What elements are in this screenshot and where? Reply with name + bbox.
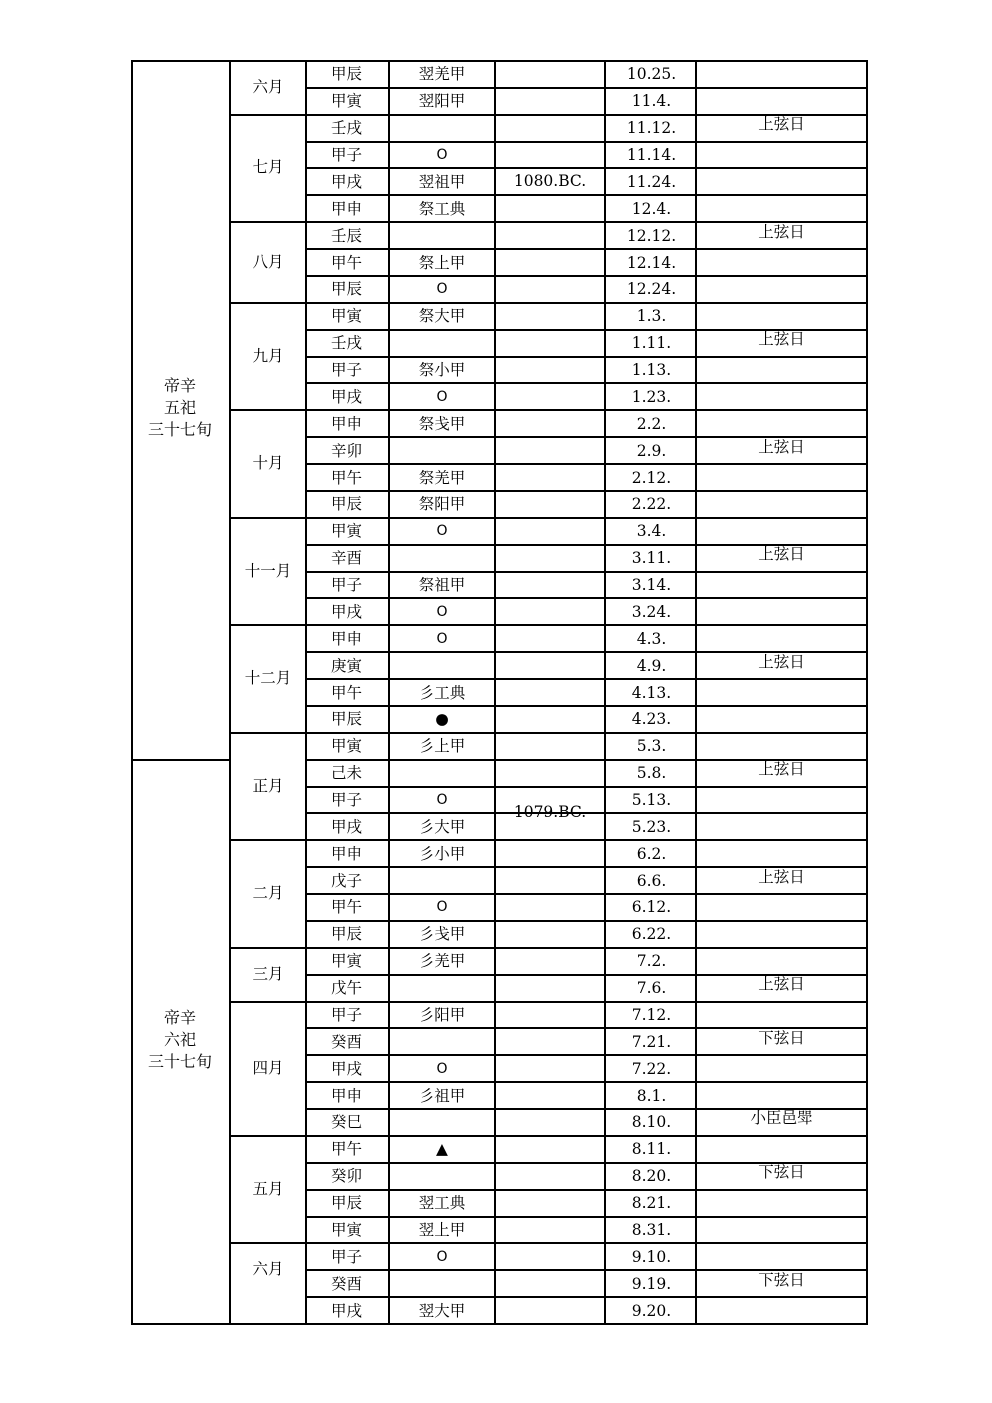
date-cell: 4.9.	[636, 656, 667, 675]
date-cell: 7.21.	[631, 1032, 672, 1051]
date-cell: 2.22.	[631, 495, 672, 514]
row-rule	[604, 571, 868, 573]
rite-cell: 祭阳甲	[418, 495, 466, 514]
row-rule	[305, 786, 604, 788]
row-rule	[305, 947, 604, 949]
row-rule	[604, 1135, 868, 1137]
note-cell: 小臣邑斝	[750, 1109, 813, 1128]
row-rule	[604, 167, 868, 169]
day-cell: 甲戌	[331, 602, 363, 621]
day-cell: 甲寅	[331, 737, 363, 756]
date-cell: 11.24.	[626, 172, 677, 191]
row-rule	[604, 302, 868, 304]
day-cell: 甲辰	[331, 495, 363, 514]
row-rule	[305, 678, 604, 680]
date-cell: 8.10.	[631, 1113, 672, 1132]
rite-cell: 祭工典	[418, 199, 466, 218]
row-rule	[305, 141, 604, 143]
date-cell: 3.11.	[631, 549, 672, 568]
month-rule	[229, 1135, 305, 1137]
row-rule	[305, 1162, 604, 1164]
row-rule	[604, 248, 868, 250]
month-rule	[229, 302, 305, 304]
row-rule	[604, 275, 868, 277]
month-rule	[229, 732, 305, 734]
day-cell: 辛酉	[331, 549, 363, 568]
month-label: 六月	[252, 1260, 284, 1279]
note-cell: 下弦日	[758, 1270, 805, 1289]
row-rule	[305, 839, 604, 841]
day-cell: 甲申	[331, 844, 363, 863]
day-cell: 甲辰	[331, 1194, 363, 1213]
row-rule	[604, 544, 868, 546]
date-cell: 8.31.	[631, 1220, 672, 1239]
reign-period-label	[140, 1007, 220, 1073]
rite-cell: 翌羌甲	[418, 65, 466, 84]
row-rule	[305, 114, 604, 116]
reign-period-label	[140, 375, 220, 441]
month-rule	[229, 409, 305, 411]
date-cell: 4.23.	[631, 710, 672, 729]
row-rule	[305, 651, 604, 653]
row-rule	[604, 221, 868, 223]
note-cell: 上弦日	[758, 222, 805, 241]
row-rule	[604, 1027, 868, 1029]
row-rule	[305, 1189, 604, 1191]
row-rule	[604, 732, 868, 734]
rite-cell: O	[436, 1248, 448, 1265]
day-cell: 甲子	[331, 1247, 363, 1266]
row-rule	[604, 1269, 868, 1271]
row-rule	[305, 1296, 604, 1298]
month-rule	[229, 839, 305, 841]
row-rule	[604, 705, 868, 707]
row-rule	[305, 1054, 604, 1056]
date-cell: 12.4.	[631, 199, 672, 218]
day-cell: 甲寅	[331, 307, 363, 326]
row-rule	[305, 194, 604, 196]
rite-cell: 彡阳甲	[418, 1005, 466, 1024]
row-rule	[305, 1242, 604, 1244]
row-rule	[604, 490, 868, 492]
note-cell: 上弦日	[758, 760, 805, 779]
reign-period-line: 帝辛	[163, 376, 196, 396]
date-cell: 1.13.	[631, 361, 672, 380]
row-rule	[604, 436, 868, 438]
month-label: 七月	[252, 158, 284, 177]
row-rule	[305, 759, 604, 761]
day-cell: 己未	[331, 764, 363, 783]
reign-period-line: 三十七旬	[147, 420, 212, 440]
date-cell: 11.4.	[631, 92, 672, 111]
date-cell: 1.3.	[636, 307, 667, 326]
day-cell: 甲寅	[331, 92, 363, 111]
month-rule	[229, 221, 305, 223]
note-cell: 下弦日	[758, 1163, 805, 1182]
row-rule	[604, 382, 868, 384]
row-rule	[604, 812, 868, 814]
date-cell: 12.14.	[626, 253, 677, 272]
date-cell: 6.22.	[631, 925, 672, 944]
row-rule	[604, 866, 868, 868]
date-cell: 5.13.	[631, 790, 672, 809]
row-rule	[305, 275, 604, 277]
date-cell: 8.21.	[631, 1194, 672, 1213]
row-rule	[305, 1108, 604, 1110]
rite-cell: ▲	[436, 1140, 448, 1159]
day-cell: 甲午	[331, 1140, 363, 1159]
rite-cell: O	[436, 899, 448, 916]
row-rule	[604, 409, 868, 411]
date-cell: 8.1.	[636, 1086, 667, 1105]
date-cell: 11.12.	[626, 119, 677, 138]
day-cell: 甲申	[331, 1086, 363, 1105]
row-rule	[604, 1216, 868, 1218]
rite-cell: O	[436, 523, 448, 540]
day-cell: 壬辰	[331, 226, 363, 245]
rite-cell: O	[436, 1060, 448, 1077]
date-cell: 7.12.	[631, 1005, 672, 1024]
row-rule	[604, 947, 868, 949]
day-cell: 甲辰	[331, 65, 363, 84]
row-rule	[305, 571, 604, 573]
row-rule	[305, 356, 604, 358]
rite-cell: 彡上甲	[418, 737, 466, 756]
date-cell: 9.20.	[631, 1301, 672, 1320]
row-rule	[604, 624, 868, 626]
reign-period-line: 五祀	[163, 398, 196, 418]
date-cell: 4.3.	[636, 629, 667, 648]
row-rule	[604, 920, 868, 922]
day-cell: 甲午	[331, 253, 363, 272]
rite-cell: 彡大甲	[418, 817, 466, 836]
day-cell: 甲子	[331, 790, 363, 809]
row-rule	[604, 517, 868, 519]
row-rule	[305, 490, 604, 492]
rite-cell: 彡小甲	[418, 844, 466, 863]
rite-cell: 祭戋甲	[418, 414, 466, 433]
rite-cell: O	[436, 281, 448, 298]
reign-period-line: 三十七旬	[147, 1051, 212, 1071]
rite-cell: 翌阳甲	[418, 92, 466, 111]
rite-cell: O	[436, 388, 448, 405]
rite-cell: 翌上甲	[418, 1220, 466, 1239]
month-label: 十一月	[244, 561, 292, 580]
rite-cell: 翌祖甲	[418, 172, 466, 191]
rite-cell: 彡羌甲	[418, 952, 466, 971]
row-rule	[305, 1135, 604, 1137]
row-rule	[305, 1269, 604, 1271]
day-cell: 戊午	[331, 979, 363, 998]
row-rule	[305, 1001, 604, 1003]
row-rule	[604, 786, 868, 788]
date-cell: 3.24.	[631, 602, 672, 621]
row-rule	[305, 382, 604, 384]
column-rule	[131, 60, 133, 1324]
date-cell: 3.14.	[631, 576, 672, 594]
month-label: 九月	[252, 346, 284, 365]
month-label: 十月	[252, 454, 284, 473]
date-cell: 2.9.	[636, 441, 667, 460]
date-cell: 3.4.	[636, 522, 667, 541]
date-cell: 5.23.	[631, 817, 672, 836]
row-rule	[604, 893, 868, 895]
day-cell: 甲戌	[331, 387, 363, 406]
date-cell: 7.6.	[636, 979, 667, 998]
day-cell: 癸酉	[331, 1274, 363, 1293]
reign-period-line: 帝辛	[163, 1007, 196, 1027]
row-rule	[604, 1054, 868, 1056]
rite-cell: O	[436, 603, 448, 620]
date-cell: 5.3.	[636, 737, 667, 756]
rite-cell: 翌大甲	[418, 1301, 466, 1320]
day-cell: 辛卯	[331, 441, 363, 460]
day-cell: 甲辰	[331, 710, 363, 729]
note-cell: 上弦日	[758, 975, 805, 994]
note-cell: 上弦日	[758, 652, 805, 671]
day-cell: 甲戌	[331, 172, 363, 191]
date-cell: 6.12.	[631, 898, 672, 917]
row-rule	[604, 1162, 868, 1164]
row-rule	[604, 1108, 868, 1110]
day-cell: 壬戌	[331, 334, 363, 353]
note-cell: 上弦日	[758, 437, 805, 456]
row-rule	[604, 1081, 868, 1083]
month-rule	[229, 1242, 305, 1244]
day-cell: 甲子	[331, 146, 363, 165]
rite-cell: 彡祖甲	[418, 1086, 466, 1105]
date-cell: 8.20.	[631, 1167, 672, 1186]
month-label: 五月	[252, 1179, 284, 1198]
month-label: 六月	[252, 77, 284, 96]
date-cell: 1.11.	[631, 334, 672, 353]
date-cell: 10.25.	[626, 65, 677, 84]
row-rule	[305, 329, 604, 331]
date-cell: 12.24.	[626, 280, 677, 299]
row-rule	[305, 517, 604, 519]
month-label: 正月	[252, 776, 284, 795]
row-rule	[305, 974, 604, 976]
rite-cell: O	[436, 791, 448, 808]
rite-cell: 彡工典	[418, 683, 466, 702]
row-rule	[604, 651, 868, 653]
row-rule	[305, 436, 604, 438]
row-rule	[604, 597, 868, 599]
day-cell: 甲戌	[331, 1059, 363, 1078]
row-rule	[604, 194, 868, 196]
date-cell: 11.14.	[626, 146, 677, 165]
day-cell: 甲辰	[331, 925, 363, 944]
day-cell: 甲子	[331, 1005, 363, 1024]
row-rule	[305, 87, 604, 89]
row-rule	[604, 678, 868, 680]
date-cell: 8.11.	[631, 1140, 672, 1159]
month-label: 二月	[252, 884, 284, 903]
row-rule	[305, 248, 604, 250]
day-cell: 癸卯	[331, 1167, 363, 1186]
row-rule	[604, 356, 868, 358]
rite-cell: O	[436, 630, 448, 647]
date-cell: 6.6.	[636, 871, 667, 890]
day-cell: 庚寅	[331, 656, 363, 675]
day-cell: 甲午	[331, 468, 363, 487]
row-rule	[604, 141, 868, 143]
row-rule	[305, 624, 604, 626]
note-cell: 下弦日	[758, 1028, 805, 1047]
row-rule	[604, 329, 868, 331]
row-rule	[604, 974, 868, 976]
month-rule	[229, 1001, 305, 1003]
month-rule	[229, 114, 305, 116]
row-rule	[305, 705, 604, 707]
row-rule	[604, 463, 868, 465]
row-rule	[604, 1189, 868, 1191]
day-cell: 甲辰	[331, 280, 363, 299]
month-rule	[229, 947, 305, 949]
day-cell: 甲寅	[331, 522, 363, 541]
era-rule	[131, 759, 229, 761]
row-rule	[604, 1001, 868, 1003]
row-rule	[305, 866, 604, 868]
day-cell: 甲申	[331, 414, 363, 433]
date-cell: 2.12.	[631, 468, 672, 487]
note-cell: 上弦日	[758, 867, 805, 886]
rite-cell: 翌工典	[418, 1194, 466, 1213]
rite-cell: 祭羌甲	[418, 468, 466, 487]
year-rule	[494, 302, 604, 304]
month-label: 十二月	[244, 669, 292, 688]
date-cell: 12.12.	[626, 226, 677, 245]
month-label: 四月	[252, 1058, 284, 1077]
date-cell: 2.2.	[636, 414, 667, 433]
note-cell: 上弦日	[758, 330, 805, 349]
day-cell: 壬戌	[331, 119, 363, 138]
date-cell: 4.13.	[631, 683, 672, 702]
row-rule	[604, 1296, 868, 1298]
day-cell: 癸酉	[331, 1032, 363, 1051]
day-cell: 甲申	[331, 199, 363, 218]
row-rule	[305, 409, 604, 411]
day-cell: 甲戌	[331, 1301, 363, 1320]
row-rule	[305, 597, 604, 599]
rite-cell: 彡戋甲	[418, 925, 466, 944]
rite-cell: O	[436, 147, 448, 164]
date-cell: 7.2.	[636, 952, 667, 971]
row-rule	[305, 544, 604, 546]
rite-cell: 祭大甲	[418, 307, 466, 326]
row-rule	[604, 759, 868, 761]
row-rule	[305, 1081, 604, 1083]
row-rule	[305, 463, 604, 465]
rite-cell: 祭小甲	[418, 361, 466, 380]
day-cell: 甲子	[331, 361, 363, 380]
note-cell: 上弦日	[758, 115, 805, 134]
day-cell: 甲戌	[331, 817, 363, 836]
row-rule	[604, 1242, 868, 1244]
date-cell: 7.22.	[631, 1059, 672, 1078]
month-rule	[229, 624, 305, 626]
row-rule	[305, 1027, 604, 1029]
date-cell: 6.2.	[636, 844, 667, 863]
month-rule	[229, 517, 305, 519]
day-cell: 甲子	[331, 576, 363, 594]
month-label: 三月	[252, 964, 284, 983]
row-rule	[305, 221, 604, 223]
reign-period-line: 六祀	[163, 1029, 196, 1049]
date-cell: 1.23.	[631, 387, 672, 406]
day-cell: 甲午	[331, 683, 363, 702]
date-cell: 9.10.	[631, 1247, 672, 1266]
month-label: 八月	[252, 252, 284, 271]
row-rule	[604, 839, 868, 841]
row-rule	[305, 920, 604, 922]
note-cell: 上弦日	[758, 545, 805, 564]
row-rule	[305, 732, 604, 734]
row-rule	[604, 87, 868, 89]
date-cell: 9.19.	[631, 1274, 672, 1293]
day-cell: 甲申	[331, 629, 363, 648]
date-cell: 5.8.	[636, 764, 667, 783]
day-cell: 癸巳	[331, 1113, 363, 1132]
rite-cell: 祭上甲	[418, 253, 466, 272]
day-cell: 戊子	[331, 871, 363, 890]
row-rule	[305, 167, 604, 169]
row-rule	[305, 893, 604, 895]
table-border-bottom	[131, 1323, 868, 1325]
year-label: 1079.BC.	[513, 803, 587, 822]
year-label: 1080.BC.	[513, 171, 587, 190]
row-rule	[305, 1216, 604, 1218]
table-border-top	[131, 60, 868, 62]
row-rule	[604, 114, 868, 116]
rite-cell: ●	[435, 710, 449, 729]
rite-cell: 祭祖甲	[418, 576, 466, 594]
day-cell: 甲寅	[331, 952, 363, 971]
day-cell: 甲寅	[331, 1220, 363, 1239]
day-cell: 甲午	[331, 898, 363, 917]
